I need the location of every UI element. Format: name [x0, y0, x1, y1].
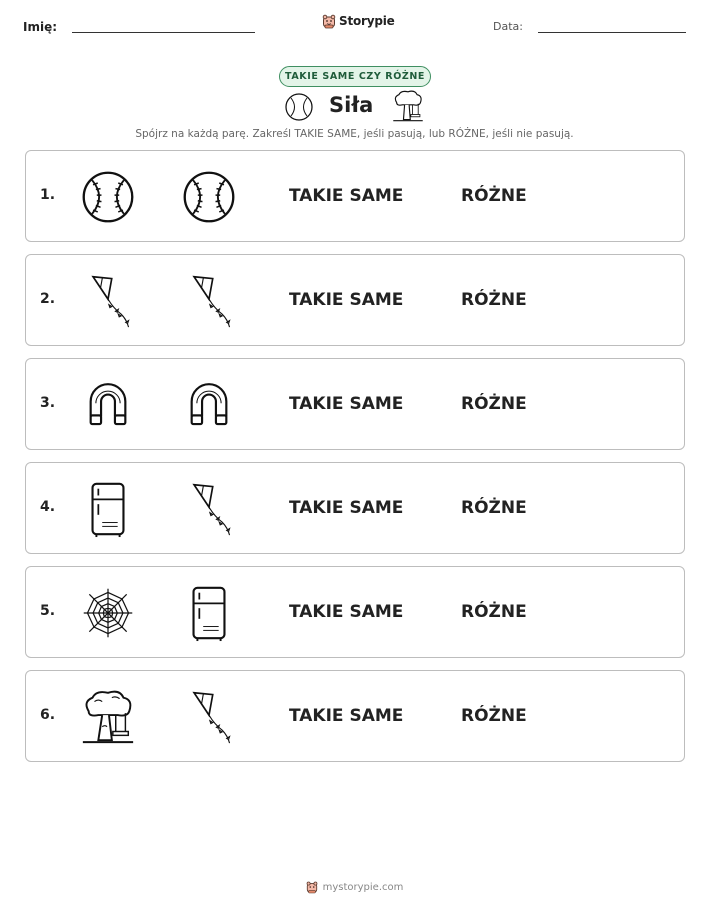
exercise-row: [25, 358, 685, 450]
option-different[interactable]: RÓŻNE: [461, 394, 527, 414]
instructions: Spójrz na każdą parę. Zakreśl TAKIE SAME, jeśli pasują, lub RÓŻNE, jeśli nie pasują.: [135, 128, 574, 140]
exercise-row: [25, 670, 685, 762]
exercise-row: [25, 566, 685, 658]
option-different[interactable]: RÓŻNE: [461, 498, 527, 518]
option-different[interactable]: RÓŻNE: [461, 706, 527, 726]
baseball-icon: [179, 167, 239, 227]
option-same[interactable]: TAKIE SAME: [289, 602, 404, 622]
date-field[interactable]: [538, 32, 686, 33]
row-number: 1.: [40, 187, 56, 203]
row-number: 3.: [40, 395, 56, 411]
option-different[interactable]: RÓŻNE: [461, 290, 527, 310]
kite-icon: [179, 271, 239, 331]
footer-url[interactable]: mystorypie.com: [322, 881, 404, 893]
name-label: Imię:: [23, 20, 58, 34]
exercise-row: [25, 462, 685, 554]
date-label: Data:: [493, 20, 523, 33]
kite-icon: [179, 687, 239, 747]
option-same[interactable]: TAKIE SAME: [289, 498, 404, 518]
storypie-mascot-icon: [306, 880, 318, 894]
option-same[interactable]: TAKIE SAME: [289, 706, 404, 726]
spiderweb-icon: [78, 583, 138, 643]
brand-name: Storypie: [339, 14, 395, 28]
footer: [0, 880, 709, 894]
baseball-icon: [284, 92, 314, 126]
tree-swing-icon: [391, 89, 425, 127]
row-number: 2.: [40, 291, 56, 307]
tree-swing-icon: [78, 687, 138, 747]
option-same[interactable]: TAKIE SAME: [289, 394, 404, 414]
row-number: 6.: [40, 707, 56, 723]
option-same[interactable]: TAKIE SAME: [289, 186, 404, 206]
storypie-mascot-icon: [322, 13, 336, 29]
option-same[interactable]: TAKIE SAME: [289, 290, 404, 310]
exercise-row: [25, 150, 685, 242]
fridge-icon: [78, 479, 138, 539]
page-title: Siła: [329, 93, 374, 117]
name-field[interactable]: [72, 32, 255, 33]
baseball-icon: [78, 167, 138, 227]
kite-icon: [179, 479, 239, 539]
magnet-icon: [78, 375, 138, 435]
kite-icon: [78, 271, 138, 331]
row-number: 5.: [40, 603, 56, 619]
brand-logo: [322, 13, 395, 29]
exercise-row: [25, 254, 685, 346]
magnet-icon: [179, 375, 239, 435]
worksheet-type-badge: TAKIE SAME CZY RÓŻNE: [279, 66, 431, 87]
row-number: 4.: [40, 499, 56, 515]
option-different[interactable]: RÓŻNE: [461, 602, 527, 622]
fridge-icon: [179, 583, 239, 643]
option-different[interactable]: RÓŻNE: [461, 186, 527, 206]
title-row: [0, 89, 709, 125]
